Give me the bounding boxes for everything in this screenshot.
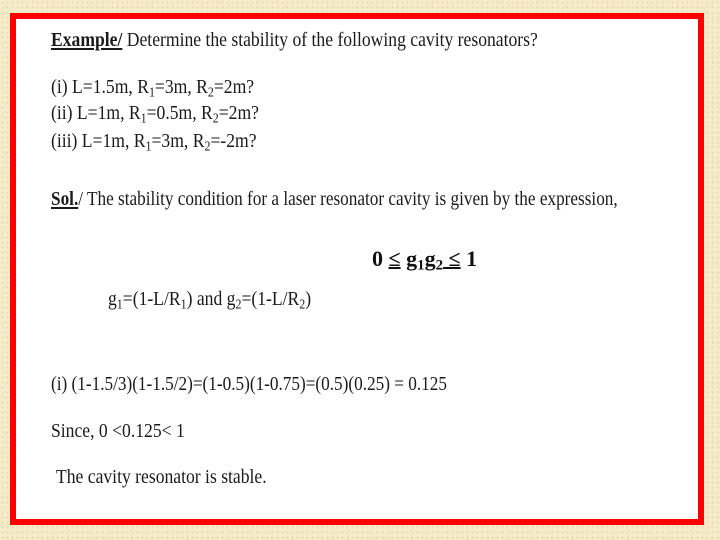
r2-subscript: 2 — [204, 138, 211, 154]
case-length: L=1m, — [81, 130, 134, 152]
calculation-line: (i) (1-1.5/3)(1-1.5/2)=(1-0.5)(1-0.75)=(0.5)(0.25) = 0.125 — [51, 373, 447, 395]
example-heading — [51, 29, 538, 52]
r2-value: =-2m? — [210, 130, 257, 152]
g1-expression: =(1-L/R — [122, 288, 181, 310]
r1-subscript: 1 — [148, 84, 155, 100]
less-equal-symbol: ≤ — [443, 246, 461, 271]
solution-label: Sol. — [51, 188, 79, 210]
less-equal-symbol: ≤ — [388, 246, 401, 271]
example-label: Example/ — [51, 29, 123, 51]
r1-value: =0.5m, — [146, 102, 202, 124]
r1-value: =3m, — [154, 76, 197, 98]
r2-value: =2m? — [218, 102, 259, 124]
g1-symbol: g — [400, 246, 418, 271]
g-definition — [108, 288, 311, 311]
definition-connector: ) and g — [186, 288, 236, 310]
r1-symbol: R — [128, 102, 141, 124]
r2-symbol: R — [196, 76, 208, 98]
definition-close: ) — [305, 288, 312, 310]
g1-symbol: g — [108, 288, 117, 310]
since-line: Since, 0 <0.125< 1 — [51, 420, 185, 442]
g2-expression: =(1-L/R — [241, 288, 300, 310]
case-ii — [51, 102, 259, 125]
example-question: Determine the stability of the following cavity resonators? — [122, 29, 538, 51]
r2-subscript: 2 — [207, 84, 214, 100]
condition-zero: 0 — [372, 246, 389, 271]
r2-subscript: 2 — [299, 296, 306, 312]
r1-subscript: 1 — [140, 110, 147, 126]
solution-text: / The stability condition for a laser resonator cavity is given by the expression, — [78, 188, 618, 210]
g2-subscript: 2 — [435, 257, 444, 274]
stability-condition — [372, 246, 477, 272]
g1-subscript: 1 — [417, 257, 425, 274]
conclusion-line: The cavity resonator is stable. — [56, 466, 267, 488]
case-i — [51, 76, 254, 99]
r1-symbol: R — [137, 76, 149, 98]
r1-subscript: 1 — [145, 138, 152, 154]
r1-value: =3m, — [151, 130, 193, 152]
r2-value: =2m? — [213, 76, 255, 98]
case-number: (i) — [51, 76, 73, 98]
case-number: (ii) — [51, 102, 77, 124]
solution-statement — [51, 188, 618, 211]
g2-subscript: 2 — [235, 296, 242, 312]
case-length: L=1m, — [76, 102, 129, 124]
condition-one: 1 — [460, 246, 478, 271]
g2-symbol: g — [424, 246, 436, 271]
case-iii — [51, 130, 257, 153]
r1-subscript: 1 — [180, 296, 187, 312]
r2-symbol: R — [192, 130, 205, 152]
r2-symbol: R — [201, 102, 213, 124]
case-number: (iii) — [51, 130, 82, 152]
case-length: L=1.5m, — [72, 76, 138, 98]
r1-symbol: R — [133, 130, 146, 152]
g1-subscript: 1 — [116, 296, 123, 312]
r2-subscript: 2 — [212, 110, 219, 126]
